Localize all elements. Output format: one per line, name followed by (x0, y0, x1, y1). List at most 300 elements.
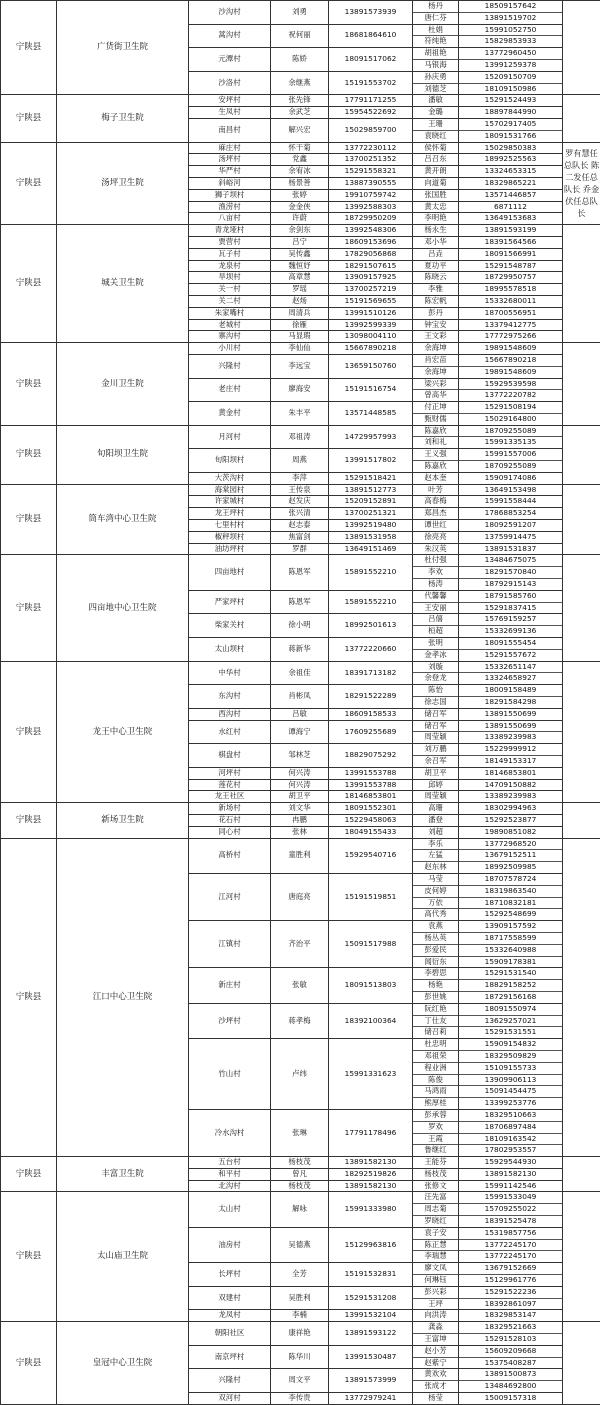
contact-name: 王义强 (413, 449, 458, 461)
doctor-cell: 朱丰平 (271, 402, 329, 426)
doctor-phone-cell: 13891531958 (329, 531, 413, 543)
contact-name: 储召军 (424, 708, 447, 718)
contact-phone: 15291837415 (484, 602, 537, 612)
table-row (1, 343, 600, 355)
contact-phone: 15909174086 (484, 472, 537, 482)
contact-name: 曾高华 (424, 390, 447, 400)
doctor-phone-cell: 13992599339 (329, 319, 413, 331)
contact-phone: 13389239983 (484, 791, 537, 801)
remark-cell (563, 1, 600, 95)
village-cell: 莲花村 (189, 779, 271, 791)
contact-phone: 13484692800 (484, 1381, 537, 1391)
contact-name: 梁兴彩 (413, 379, 458, 391)
contact-phone: 19891548609 (484, 366, 537, 376)
doctor-cell: 张先锋 (271, 95, 329, 107)
remark-cell (563, 343, 600, 426)
contact-phone: 15291528103 (484, 1334, 537, 1344)
contact-name: 余登龙 (424, 673, 447, 683)
contact-name: 金孝冰 (424, 649, 447, 659)
village-cell: 太山坝村 (189, 638, 271, 662)
doctor-cell: 杨枝茂 (271, 1180, 329, 1192)
contact-phone-cell (459, 520, 563, 532)
contact-phone-cell (459, 1286, 563, 1310)
village-cell: 斜峪河 (189, 177, 271, 189)
doctor-cell: 周文平 (271, 1369, 329, 1393)
remark-cell: 罗有慧任总队长 陈二发任总队长 乔金伏任总队长 (563, 142, 600, 225)
table-row (1, 1192, 600, 1227)
county-cell: 宁陕县 (1, 95, 57, 142)
contact-phone-cell (459, 708, 563, 720)
contact-phone: 19890851082 (484, 826, 537, 836)
contact-name-cell (413, 685, 459, 709)
contact-name: 刘万鹏 (413, 744, 458, 756)
contact-name-cell (413, 638, 459, 662)
doctor-cell: 赵发庆 (271, 496, 329, 508)
doctor-cell: 何兴涛 (271, 779, 329, 791)
doctor-cell: 解咏 (271, 1192, 329, 1227)
contact-name: 陈俊 (413, 1075, 458, 1087)
village-cell: 华严村 (189, 166, 271, 178)
contact-name: 左猛 (413, 850, 458, 862)
contact-phone: 17802953557 (484, 1145, 537, 1155)
contact-phone-cell (459, 1180, 563, 1192)
doctor-cell: 廖海安 (271, 378, 329, 402)
village-cell: 沙沟村 (189, 1, 271, 25)
contact-phone-cell (459, 331, 563, 343)
contact-name: 陈嘉欣 (424, 461, 447, 471)
contact-phone: 15291531551 (484, 1027, 537, 1037)
hospital-cell: 江口中心卫生院 (57, 838, 189, 1157)
contact-name: 陈正慧 (413, 1240, 458, 1252)
village-cell: 江镇村 (189, 921, 271, 968)
county-cell: 宁陕县 (1, 838, 57, 1157)
doctor-phone-cell: 18292519826 (329, 1168, 413, 1180)
contact-phone: 6871112 (494, 201, 527, 211)
contact-phone-cell (459, 425, 563, 449)
remark-cell (563, 425, 600, 484)
doctor-phone-cell: 13098004110 (329, 331, 413, 343)
village-cell: 旱坝村 (189, 272, 271, 284)
doctor-cell: 齐治平 (271, 921, 329, 968)
remark-cell (563, 1192, 600, 1322)
contact-name: 马银海 (424, 59, 447, 69)
contact-phone: 18707578724 (459, 874, 562, 886)
contact-phone: 15991533049 (459, 1192, 562, 1204)
village-cell: 河坪村 (189, 767, 271, 779)
contact-phone: 15769159257 (459, 614, 562, 626)
village-cell: 新场村 (189, 803, 271, 815)
doctor-cell: 全芳 (271, 1263, 329, 1287)
contact-name: 周志菊 (413, 1204, 458, 1216)
contact-name: 彭世姚 (424, 991, 447, 1001)
contact-name: 张成才 (424, 1381, 447, 1391)
contact-name: 朱汉英 (424, 543, 447, 553)
doctor-phone-cell: 18392100364 (329, 1003, 413, 1038)
contact-name: 黄太忠 (424, 201, 447, 211)
doctor-phone-cell: 17791178496 (329, 1109, 413, 1156)
contact-name-cell (413, 1109, 459, 1156)
village-cell: 生凤村 (189, 107, 271, 119)
contact-phone-cell (459, 543, 563, 555)
contact-name: 王能芬 (424, 1157, 447, 1167)
contact-name: 王文彩 (424, 331, 447, 341)
contact-phone-cell (459, 449, 563, 473)
contact-phone-cell (459, 248, 563, 260)
contact-name-cell (413, 496, 459, 508)
contact-phone: 17772975266 (484, 331, 537, 341)
contact-phone-cell (459, 236, 563, 248)
village-cell: 关一村 (189, 284, 271, 296)
doctor-cell: 李楠 (271, 1310, 329, 1322)
contact-phone: 18109163542 (459, 1134, 562, 1146)
contact-name: 杜忠明 (413, 1039, 458, 1051)
contact-name: 袁晓红 (424, 130, 447, 140)
contact-phone: 14709150882 (484, 779, 537, 789)
contact-name-cell (413, 354, 459, 378)
contact-phone-cell (459, 1039, 563, 1110)
contact-phone-cell (459, 354, 563, 378)
contact-phone-cell (459, 118, 563, 142)
doctor-cell: 蒋孝梅 (271, 1003, 329, 1038)
contact-phone-cell (459, 1168, 563, 1180)
contact-name: 高代秀 (424, 909, 447, 919)
doctor-cell: 李远宝 (271, 354, 329, 378)
village-cell: 油坊坪村 (189, 543, 271, 555)
contact-name-cell (413, 791, 459, 803)
contact-name: 孙庆勇 (413, 72, 458, 84)
contact-phone-cell (459, 48, 563, 72)
doctor-phone-cell: 19910759742 (329, 189, 413, 201)
contact-name-cell (413, 779, 459, 791)
contact-phone: 15609209668 (459, 1346, 562, 1358)
contact-name: 高珊 (428, 803, 443, 813)
doctor-cell: 余剑东 (271, 225, 329, 237)
county-cell: 宁陕县 (1, 1192, 57, 1322)
contact-phone-cell (459, 284, 563, 296)
contact-phone: 13772245170 (484, 1251, 537, 1261)
contact-name: 李雅 (428, 284, 443, 294)
doctor-cell: 周燕 (271, 449, 329, 473)
contact-phone: 13891593199 (484, 225, 537, 235)
contact-name: 潘登 (428, 814, 443, 824)
contact-phone-cell (459, 1227, 563, 1262)
county-cell: 宁陕县 (1, 1, 57, 95)
contact-name: 王霞 (413, 1134, 458, 1146)
village-cell: 老庄村 (189, 378, 271, 402)
contact-name-cell (413, 307, 459, 319)
table-row (1, 1, 600, 25)
doctor-phone-cell: 18391713182 (329, 661, 413, 685)
contact-phone-cell (459, 1003, 563, 1038)
contact-phone: 15009157318 (484, 1393, 537, 1403)
contact-name: 杜娟 (413, 25, 458, 37)
contact-name: 周莹颖 (424, 791, 447, 801)
hospital-cell: 旬阳坝卫生院 (57, 425, 189, 484)
contact-name-cell (413, 1003, 459, 1038)
contact-name: 余海坤 (424, 366, 447, 376)
doctor-phone-cell: 15129963816 (329, 1227, 413, 1262)
village-cell: 冷水沟村 (189, 1109, 271, 1156)
contact-name: 向洪涛 (424, 1310, 447, 1320)
contact-phone-cell (459, 826, 563, 838)
contact-name: 侯怀菊 (424, 142, 447, 152)
village-cell: 老城村 (189, 319, 271, 331)
contact-name: 储召莉 (424, 1027, 447, 1037)
doctor-cell: 李传贵 (271, 1393, 329, 1405)
contact-phone-cell (459, 720, 563, 744)
village-cell: 花石村 (189, 814, 271, 826)
contact-name: 彭爱民 (413, 945, 458, 957)
county-cell: 宁陕县 (1, 803, 57, 838)
table-row (1, 555, 600, 590)
contact-name-cell (413, 189, 459, 201)
contact-phone: 13759914475 (484, 531, 537, 541)
village-cell: 沙洛村 (189, 71, 271, 95)
contact-phone: 13324658927 (484, 673, 537, 683)
county-cell: 宁陕县 (1, 555, 57, 661)
village-cell: 西沟村 (189, 708, 271, 720)
contact-phone-cell (459, 189, 563, 201)
contact-name-cell (413, 720, 459, 744)
doctor-phone-cell: 15954522692 (329, 107, 413, 119)
contact-name: 杨涛 (428, 579, 443, 589)
contact-phone: 17868853254 (484, 508, 537, 518)
doctor-phone-cell: 15929540716 (329, 838, 413, 873)
contact-phone: 18709255089 (459, 426, 562, 438)
doctor-phone-cell: 13887390555 (329, 177, 413, 189)
contact-name: 杜付强 (413, 555, 458, 567)
doctor-cell: 吕敏 (271, 708, 329, 720)
contact-name: 唐仁芬 (424, 12, 447, 22)
contact-phone: 18829158252 (459, 980, 562, 992)
contact-name: 吕垚 (428, 248, 443, 258)
village-cell: 和平村 (189, 1168, 271, 1180)
contact-phone: 18992525563 (484, 154, 537, 164)
contact-name: 赵本奎 (424, 472, 447, 482)
doctor-phone-cell: 13992548306 (329, 225, 413, 237)
contact-name: 吕召东 (424, 154, 447, 164)
doctor-cell: 陈恩军 (271, 590, 329, 614)
doctor-phone-cell: 13772220660 (329, 638, 413, 662)
doctor-phone-cell: 15191569655 (329, 295, 413, 307)
contact-name-cell (413, 331, 459, 343)
doctor-cell: 余祖佳 (271, 661, 329, 685)
doctor-cell: 何兴涛 (271, 767, 329, 779)
remark-cell (563, 225, 600, 343)
contact-name: 向道菊 (424, 177, 447, 187)
contact-name: 徐志国 (424, 697, 447, 707)
village-cell: 青龙垭村 (189, 225, 271, 237)
doctor-phone-cell: 15191532831 (329, 1263, 413, 1287)
contact-phone: 15667890218 (459, 355, 562, 367)
doctor-phone-cell: 13649151469 (329, 543, 413, 555)
village-cell: 油房村 (189, 1227, 271, 1262)
village-cell: 太山村 (189, 1192, 271, 1227)
doctor-phone-cell: 13891582130 (329, 1157, 413, 1169)
village-cell: 麻庄村 (189, 142, 271, 154)
contact-name: 付正坤 (413, 402, 458, 414)
village-cell: 蒿沟村 (189, 24, 271, 48)
contact-name-cell (413, 708, 459, 720)
contact-name-cell (413, 1180, 459, 1192)
contact-phone: 15332699136 (484, 626, 537, 636)
contact-phone: 13324653315 (484, 166, 537, 176)
village-cell: 同心村 (189, 826, 271, 838)
hospital-cell: 广货街卫生院 (57, 1, 189, 95)
doctor-cell: 邹林芝 (271, 744, 329, 768)
village-cell: 旬阳坝村 (189, 449, 271, 473)
village-cell: 龙凤村 (189, 1310, 271, 1322)
hospital-cell: 汤坪卫生院 (57, 142, 189, 225)
contact-name-cell (413, 402, 459, 426)
contact-phone-cell (459, 1369, 563, 1393)
village-cell: 元潭村 (189, 48, 271, 72)
contact-name: 袁燕 (413, 921, 458, 933)
contact-name: 刘璇 (413, 662, 458, 674)
contact-phone: 15091454475 (459, 1086, 562, 1098)
doctor-phone-cell: 15991331623 (329, 1039, 413, 1110)
contact-phone-cell (459, 767, 563, 779)
contact-name: 杨永生 (424, 225, 447, 235)
doctor-cell: 焦富剑 (271, 531, 329, 543)
contact-phone-cell (459, 555, 563, 590)
contact-name: 罗晓红 (424, 1216, 447, 1226)
contact-phone-cell (459, 1345, 563, 1369)
contact-name: 赵小芳 (413, 1346, 458, 1358)
contact-name: 吕僖 (413, 614, 458, 626)
contact-phone: 18302994963 (484, 803, 537, 813)
doctor-cell: 邓祖涛 (271, 425, 329, 449)
doctor-phone-cell: 18829075292 (329, 744, 413, 768)
doctor-cell: 罗群 (271, 543, 329, 555)
doctor-cell: 陈恩军 (271, 555, 329, 590)
contact-phone-cell (459, 166, 563, 178)
doctor-phone-cell: 18146853801 (329, 791, 413, 803)
contact-phone-cell (459, 1, 563, 25)
contact-phone-cell (459, 638, 563, 662)
village-cell: 小川村 (189, 343, 271, 355)
contact-phone: 18092591207 (484, 520, 537, 530)
contact-phone: 13891582130 (484, 1168, 537, 1178)
contact-name: 徐亮亮 (424, 531, 447, 541)
contact-phone-cell (459, 484, 563, 496)
village-cell: 严家坪村 (189, 590, 271, 614)
doctor-phone-cell: 13991530487 (329, 1345, 413, 1369)
doctor-cell: 余宥冰 (271, 166, 329, 178)
contact-phone: 18392861097 (484, 1298, 537, 1308)
contact-phone: 18291584298 (484, 697, 537, 707)
remark-cell (563, 555, 600, 661)
contact-name: 杨莹 (428, 1393, 443, 1403)
doctor-cell: 冉鹏 (271, 814, 329, 826)
contact-phone: 15991557006 (459, 449, 562, 461)
remark-cell (563, 1322, 600, 1405)
contact-name-cell (413, 142, 459, 154)
doctor-phone-cell: 13991553788 (329, 779, 413, 791)
contact-name: 张明 (413, 638, 458, 650)
doctor-cell: 吕宁 (271, 236, 329, 248)
contact-phone-cell (459, 107, 563, 119)
doctor-cell: 马显瑕 (271, 331, 329, 343)
contact-phone: 18329510663 (459, 1110, 562, 1122)
contact-name: 马莹 (413, 874, 458, 886)
doctor-cell: 张兴清 (271, 508, 329, 520)
doctor-phone-cell: 13700251321 (329, 508, 413, 520)
contact-name-cell (413, 968, 459, 1003)
village-cell: 龙王坪村 (189, 508, 271, 520)
contact-name-cell (413, 295, 459, 307)
village-cell: 长坪村 (189, 1263, 271, 1287)
contact-name: 皮何婷 (413, 886, 458, 898)
remark-cell (563, 484, 600, 555)
county-cell: 宁陕县 (1, 142, 57, 225)
contact-phone: 18091531766 (484, 130, 537, 140)
contact-phone: 15991558444 (484, 496, 537, 506)
village-cell: 五台村 (189, 1157, 271, 1169)
hospital-cell: 四亩地中心卫生院 (57, 555, 189, 661)
contact-phone-cell (459, 531, 563, 543)
contact-phone: 18509157642 (459, 1, 562, 13)
village-cell: 双建村 (189, 1286, 271, 1310)
table-row (1, 425, 600, 449)
doctor-cell: 祝何丽 (271, 24, 329, 48)
contact-name-cell (413, 107, 459, 119)
contact-name: 周莹颖 (424, 732, 447, 742)
contact-name: 程业洲 (413, 1063, 458, 1075)
contact-phone-cell (459, 95, 563, 107)
contact-phone: 18329509829 (459, 1051, 562, 1063)
village-cell: 东沟村 (189, 685, 271, 709)
contact-phone: 15332640988 (459, 945, 562, 957)
doctor-cell: 曾凡 (271, 1168, 329, 1180)
contact-phone-cell (459, 472, 563, 484)
contact-phone: 18149153317 (484, 756, 537, 765)
contact-phone: 15702917405 (459, 119, 562, 131)
hospital-cell: 梅子卫生院 (57, 95, 189, 142)
village-cell: 龙王社区 (189, 791, 271, 803)
doctor-phone-cell: 13991532104 (329, 1310, 413, 1322)
village-cell: 安坪村 (189, 95, 271, 107)
contact-name: 李明艳 (424, 213, 447, 223)
doctor-phone-cell: 15291558321 (329, 166, 413, 178)
contact-phone: 13891550699 (459, 721, 562, 733)
contact-phone: 13991259378 (484, 59, 537, 69)
contact-name: 何琳钰 (424, 1275, 447, 1285)
contact-phone: 15029850383 (484, 142, 537, 152)
contact-name: 张修文 (424, 1180, 447, 1190)
contact-name-cell (413, 236, 459, 248)
contact-phone-cell (459, 496, 563, 508)
contact-phone: 15292523877 (484, 814, 537, 824)
doctor-cell: 童胜利 (271, 838, 329, 873)
county-cell: 宁陕县 (1, 225, 57, 343)
contact-name-cell (413, 873, 459, 920)
contact-name: 万依 (413, 898, 458, 910)
contact-name-cell (413, 248, 459, 260)
village-cell: 南昌村 (189, 118, 271, 142)
doctor-phone-cell: 13992588303 (329, 201, 413, 213)
contact-phone: 13772220782 (484, 390, 537, 400)
contact-phone-cell (459, 24, 563, 48)
contact-phone-cell (459, 873, 563, 920)
doctor-cell: 刘文华 (271, 803, 329, 815)
contact-phone: 15291508194 (459, 402, 562, 414)
contact-name: 夏功平 (424, 260, 447, 270)
doctor-phone-cell: 18291507615 (329, 260, 413, 272)
doctor-phone-cell: 17791171255 (329, 95, 413, 107)
doctor-cell: 赵炀 (271, 295, 329, 307)
contact-phone-cell (459, 921, 563, 968)
